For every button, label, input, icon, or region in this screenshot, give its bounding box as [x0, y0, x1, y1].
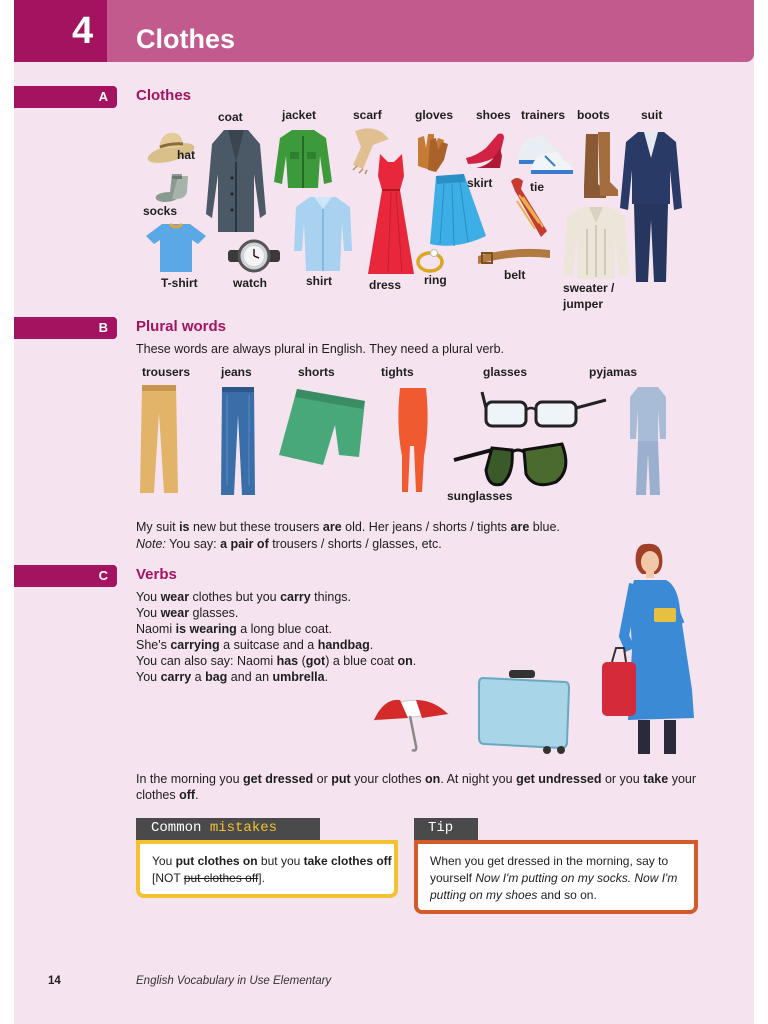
pyjamas-illustration — [628, 385, 668, 497]
label-tshirt: T-shirt — [161, 276, 198, 290]
verbs-line-5: You can also say: Naomi has (got) a blue coat on. — [136, 654, 417, 668]
label-scarf: scarf — [353, 108, 382, 122]
label-sunglasses: sunglasses — [447, 489, 513, 503]
unit-number: 4 — [72, 10, 94, 52]
page-number: 14 — [48, 975, 61, 987]
section-a-tab — [14, 86, 117, 108]
label-jacket: jacket — [282, 108, 317, 122]
common-mistakes-box — [136, 840, 398, 898]
verbs-line-3: Naomi is wearing a long blue coat. — [136, 622, 332, 636]
label-shoes: shoes — [476, 108, 511, 122]
dress-undress-line-1: In the morning you get dressed or put your clothes on. At night you get undressed or you take your — [136, 772, 697, 786]
section-b-title: Plural words — [136, 318, 227, 335]
section-a-title: Clothes — [136, 87, 192, 104]
label-ring: ring — [424, 273, 447, 287]
glasses-illustration — [480, 386, 610, 436]
jacket-illustration — [272, 128, 334, 190]
shirt-illustration — [292, 195, 354, 273]
section-c-letter: C — [98, 568, 108, 583]
section-b-intro: These words are always plural in English. They need a plural verb. — [136, 342, 505, 356]
trousers-illustration — [138, 383, 180, 497]
sweater-illustration — [561, 205, 631, 283]
naomi-illustration — [598, 540, 700, 758]
label-trainers: trainers — [521, 108, 566, 122]
tip-box — [414, 840, 698, 914]
socks-illustration — [150, 172, 195, 207]
trainers-illustration — [515, 130, 575, 175]
common-mistakes-tab: Common mistakes — [136, 818, 320, 840]
label-boots: boots — [577, 108, 610, 122]
label-skirt: skirt — [467, 176, 493, 190]
tshirt-illustration — [146, 222, 208, 274]
unit-header — [14, 0, 754, 62]
suitcase-illustration — [477, 668, 573, 756]
label-gloves: gloves — [415, 108, 454, 122]
label-sweater: sweater / — [563, 281, 615, 295]
section-a-letter: A — [98, 89, 108, 104]
plural-note: Note: You say: a pair of trousers / shorts / glasses, etc. — [136, 537, 442, 551]
label-shorts: shorts — [298, 365, 335, 379]
verbs-line-4: She's carrying a suitcase and a handbag. — [136, 638, 374, 652]
label-dress: dress — [369, 278, 402, 292]
section-b-letter: B — [98, 320, 108, 335]
common-mistakes-text: You put clothes on but you take clothes off [NOT put clothes off]. — [152, 854, 392, 885]
section-b-tab — [14, 317, 117, 339]
sunglasses-illustration — [452, 440, 576, 496]
label-jeans: jeans — [221, 365, 252, 379]
label-coat: coat — [218, 110, 243, 124]
label-glasses: glasses — [483, 365, 528, 379]
label-belt: belt — [504, 268, 526, 282]
label-tights: tights — [381, 365, 414, 379]
ring-illustration — [414, 246, 450, 274]
tie-illustration — [505, 175, 553, 240]
unit-title: Clothes — [136, 24, 236, 54]
section-c-tab — [14, 565, 117, 587]
shoes-illustration — [462, 128, 507, 173]
tights-illustration — [394, 386, 432, 496]
plural-example: My suit is new but these trousers are old. Her jeans / shorts / tights are blue. — [136, 520, 560, 534]
label-shirt: shirt — [306, 274, 333, 288]
shorts-illustration — [277, 385, 371, 477]
tip-tab: Tip — [414, 818, 478, 840]
label-socks: socks — [143, 204, 178, 218]
label-suit: suit — [641, 108, 663, 122]
verbs-line-2: You wear glasses. — [136, 606, 239, 620]
book-title: English Vocabulary in Use Elementary — [136, 975, 332, 987]
tip-text: When you get dressed in the morning, say to yourself Now I'm putting on my socks. Now I'm putting on my shoes and so on. — [430, 854, 678, 902]
label-hat: hat — [177, 148, 195, 162]
dress-illustration — [366, 152, 416, 278]
label-trousers: trousers — [142, 365, 191, 379]
verbs-line-6: You carry a bag and an umbrella. — [136, 670, 329, 684]
section-c-title: Verbs — [136, 566, 177, 583]
label-tie: tie — [530, 180, 545, 194]
coat-illustration — [200, 128, 272, 236]
label-watch: watch — [233, 276, 268, 290]
verbs-line-1: You wear clothes but you carry things. — [136, 590, 352, 604]
watch-illustration — [224, 232, 284, 280]
jeans-illustration — [219, 385, 257, 498]
gloves-illustration — [410, 128, 456, 174]
umbrella-illustration — [372, 690, 450, 754]
belt-illustration — [474, 240, 554, 270]
label-pyjamas: pyjamas — [589, 365, 638, 379]
label-jumper: jumper — [563, 297, 604, 311]
boots-illustration — [580, 130, 620, 202]
dress-undress-line-2: clothes off. — [136, 788, 199, 802]
